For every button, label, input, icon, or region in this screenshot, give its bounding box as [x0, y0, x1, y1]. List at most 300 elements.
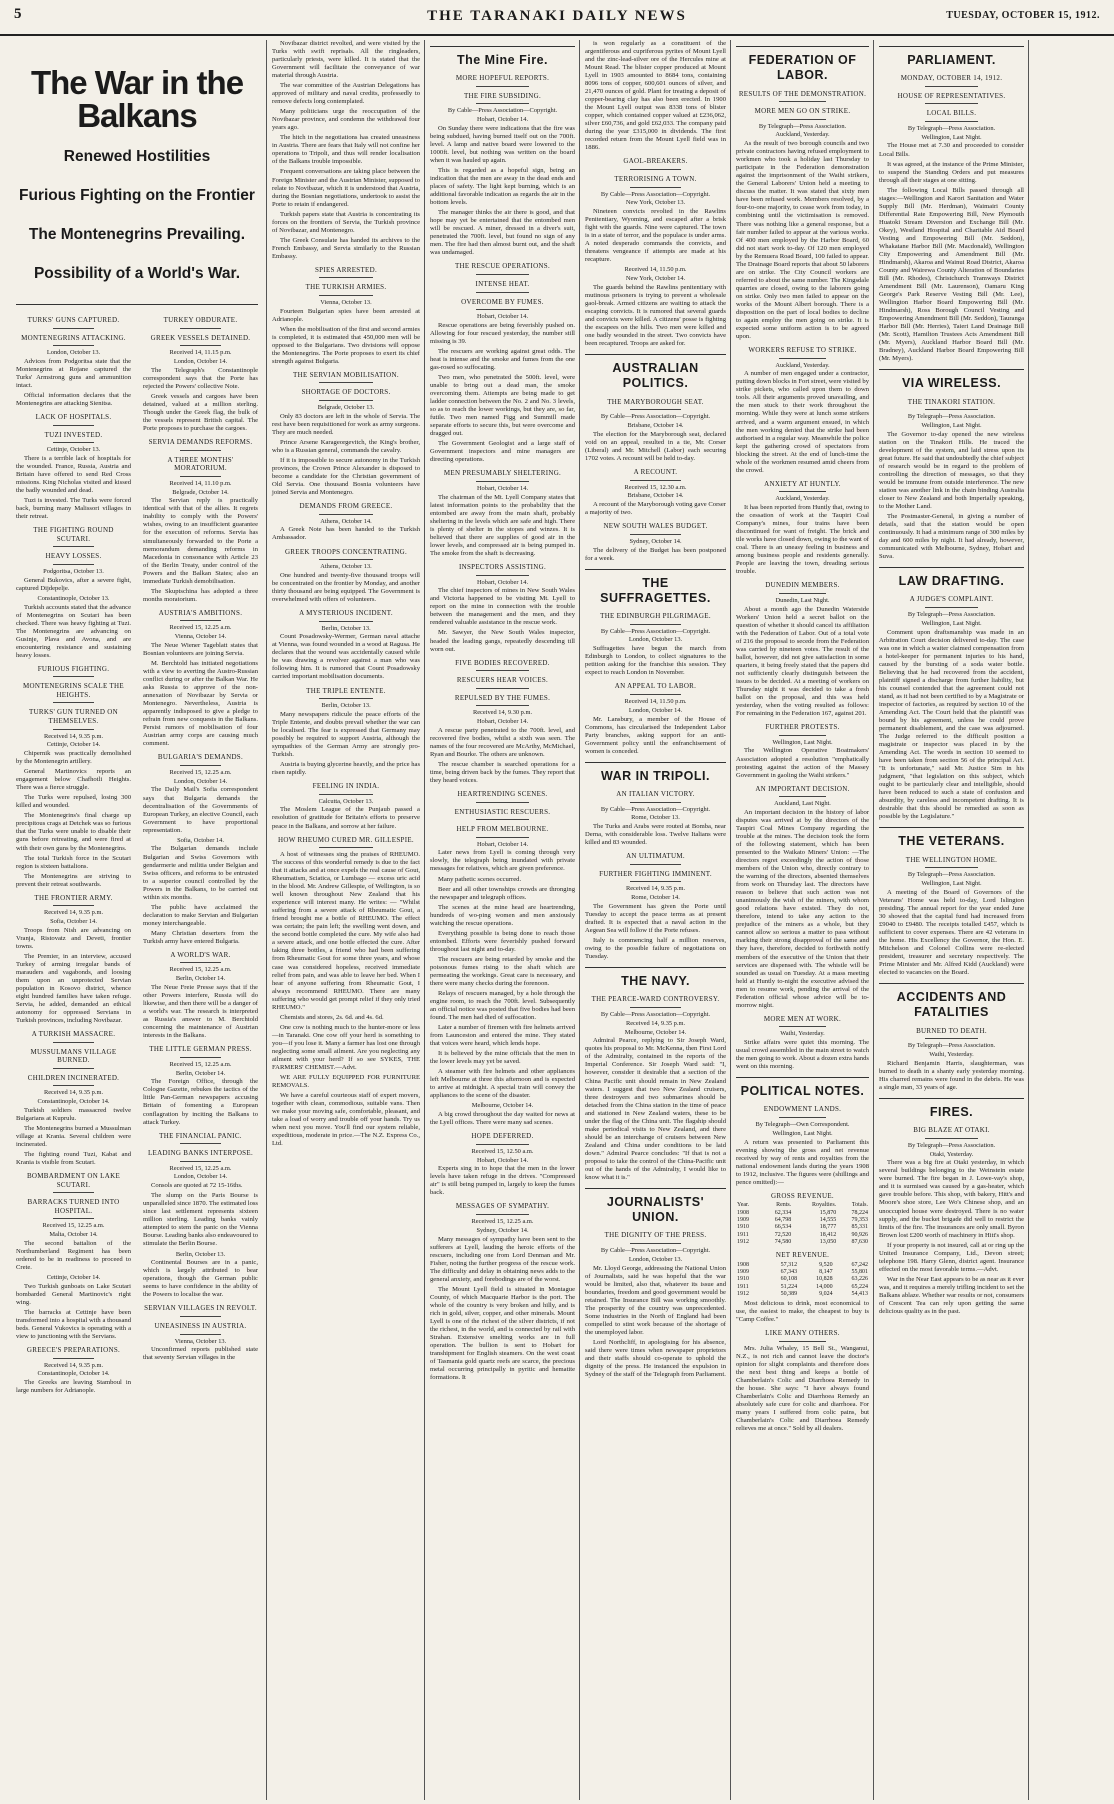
short-rule	[630, 409, 681, 410]
dateline: Cettinje, October 14.	[46, 1274, 101, 1282]
table-cell: 65,224	[851, 1283, 868, 1290]
section-headline: POLITICAL NOTES.	[740, 1084, 865, 1099]
paragraph: This is regarded as a hopeful sign, being an indication that the men are away in the dead ends and places of safety. The light kept burning, which is an additional favorable indication as regards the air in the bottom levels.	[430, 167, 575, 207]
short-rule	[630, 881, 681, 882]
table-cell: 15,870	[819, 1209, 837, 1216]
subheading: LOCAL BILLS.	[926, 109, 977, 118]
table-cell: 18,412	[819, 1231, 837, 1238]
short-rule	[476, 103, 528, 104]
subheading: MORE MEN AT WORK.	[763, 1014, 842, 1023]
short-rule	[779, 796, 827, 797]
dateline: Hobart, October 14.	[476, 1156, 529, 1164]
paragraph: The chief inspectors of mines in New South Wales and Victoria happened to be visiting Mt. Lyell to report on the mine in connection with the trouble between the management and the men, and they rendered valuable assistance in the rescue work.	[430, 587, 575, 627]
short-rule	[476, 670, 528, 671]
dateline: Vienna, October 13.	[320, 298, 372, 306]
table-cell: 1911	[737, 1231, 749, 1238]
dateline: Received 15, 12.50 a.m.	[471, 1147, 534, 1155]
subheading: THE FIGHTING ROUND SCUTARI.	[33, 526, 114, 543]
dateline: Constantinople, October 13.	[37, 594, 110, 602]
short-rule	[476, 481, 528, 482]
paragraph: The Governor to-day opened the new wireless station on the Tinakori Hills. He traced the development of the system, and laid stress upon its great future. He said that undoubtedly the chief subject of research would be in regard to the problem of controlling the direction of messages, so that they would be immune from outside interference. The new station was another link in the chain binding Australia closer to New Zealand and both Imperially speaking, to the Mother Land.	[879, 430, 1024, 510]
short-rule	[925, 1138, 977, 1139]
subheading: FURTHER FIGHTING IMMINENT.	[599, 869, 712, 878]
paragraph: The Foreign Office, through the Cologne Gazette, rebukes the tactics of the little Pan-German newspapers accusing Britain of fomenting a European conflagration by inciting the Balkans to attack Turkey.	[143, 1078, 258, 1126]
subheading: TURKEY OBDURATE.	[163, 316, 238, 325]
subheading: HOW RHEUMO CURED MR. GILLESPIE.	[278, 835, 414, 844]
table-row	[736, 1291, 869, 1298]
page-number: 5	[14, 6, 22, 22]
paragraph: Admiral Pearce, replying to Sir Joseph Ward, quotes his proposal to Mr. McKenna, then First Lord of the Admiralty, contained in the reports of the Imperial Conference. Sir Joseph Ward said: "I, however, consider it desirable that a section of the China Pacific unit should remain in New Zealand waters. I suggest that two New Zealand cruisers, three destroyers and two submarines should be detached from the China station in the time of peace and stationed in New Zealand waters, these to be under the flag of the China unit. The flagship should make periodical visits to New Zealand, and there should be an interchange of cruisers between New Zealand and China under conditions to be laid down." Admiral Pearce concludes: "If that is not a proposal to take the control of the China-Pacific unit out of the hands of the Admiralty, I would like to know what it is."	[585, 1037, 726, 1181]
paragraph: General Bukovics, after a severe fight, captured Dijdepelje.	[16, 576, 131, 592]
short-rule	[319, 847, 372, 848]
subheading: INSPECTORS ASSISTING.	[458, 562, 547, 571]
paragraph: Italy is commencing half a million reserves, owing to the possible failure of negotiations on Tuesday.	[585, 937, 726, 961]
paragraph: General Martinovics reports an engagement below Chafhotli Heights. There was a fierce struggle.	[16, 768, 131, 792]
dateline: London, October 14.	[173, 777, 228, 785]
short-rule	[53, 546, 94, 547]
dateline: Rome, October 13.	[631, 814, 680, 822]
table-cell: 60,108	[780, 1276, 798, 1283]
table-cell: 67,242	[851, 1261, 868, 1268]
short-rule	[180, 765, 221, 766]
paragraph: The election for the Maryborough seat, declared void on an appeal, resulted in a tie, Mr. Corser (Liberal) and Mr. Mitchell (Labor) each securing 1702 votes. A recount will be held to-day.	[585, 430, 726, 462]
paragraph: Two Turkish gunboats on Lake Scutari bombarded General Martinovic's right wing.	[16, 1282, 131, 1306]
paragraph: Prince Arsene Karageorgevitch, the King's brother, who is a Russian general, commands the cavalry.	[272, 438, 420, 454]
column-header: Royalties.	[812, 1202, 837, 1209]
section-rule	[879, 369, 1024, 370]
dateline: By Telegraph—Press Association.	[907, 413, 996, 421]
paragraph: There is a terrible lack of hospitals for the wounded. France, Russia, Austria and Britain have offered to send Red Cross missions. King Nicholas visited and kissed the badly wounded and dead.	[16, 455, 131, 495]
paragraph: The scenes at the mine head are heartrending, hundreds of wo-ping women and men anxiously watching the rescue operations.	[430, 903, 575, 927]
paragraph: The Mount Lyell field is situated in Montague County, of which Macquarie Harbor is the port. The whole of the country is very broken and hilly, and is rich in gold, silver, copper, and other minerals. Mount Lyell is one of the richest of the silver districts, if not the richest, in the world, and is connected by rail with Strahan. Extensive smelting works are in full operation. The bullion is sent to Hobart for transhipment for English steamers. On the west coast of Tasmania gold quartz reefs are scarce, the precious metal occurring principally in pyritic and hematite formations. It	[430, 1285, 575, 1382]
dateline: Belgrade, October 14.	[172, 488, 229, 496]
table-cell: 14,555	[819, 1216, 837, 1223]
table-cell: 1910	[737, 1224, 749, 1231]
column-mine-fire	[424, 40, 580, 1800]
short-rule	[779, 1341, 827, 1342]
dateline: By Cable—Press Association—Copyright.	[600, 1246, 711, 1254]
dateline: Waihi, Yesterday.	[780, 1030, 825, 1038]
paragraph: The delivery of the Budget has been postponed for a week.	[585, 546, 726, 562]
dateline: Received 14, 9.35 p.m.	[43, 1089, 104, 1097]
paragraph: The second battalion of the Northumberland Regiment has been ordered to be in readiness to proceed to Crete.	[16, 1239, 131, 1271]
paragraph: A number of men engaged under a contractor, putting down blocks in Fort street, were visited by strike pickets, who called upon them to down tools. All their arguments proved unavailing, and the men stuck to their work throughout the morning. While they were at lunch some strikers arrived, and a warm argument ensued, in which the men working denied that the strike had been authorised in a regular way. Meanwhile the police kept the gathering crowd of spectators from blocking the street. At the end of lunch-time the whole of the workmen resumed amid cheers from the crowd.	[736, 370, 869, 474]
paragraph: Greek vessels and cargoes have been detained, valued at a million sterling. Though under the Greek flag, the bulk of the vessels represent British capital. The Porte proposes to purchase the cargoes.	[143, 392, 258, 433]
table-cell: 1910	[737, 1276, 749, 1283]
section-headline: WAR IN TRIPOLI.	[601, 768, 710, 783]
section-headline: AUSTRALIAN POLITICS.	[612, 361, 699, 391]
paragraph: The total Turkish force in the Scutari region is sixteen battalions.	[16, 854, 131, 870]
paragraph: The Skuptschina has adopted a three months moratorium.	[143, 587, 258, 603]
paragraph: On Sunday there were indications that the fire was being subdued, having burned itself out on the 700ft. level. A lamp and native board were lowered to the 1000ft. level, but nothing was written on the board when it was hauled up again.	[430, 124, 575, 165]
paragraph: Experts sing in to hope that the men in the lower levels have taken refuge in the drives. "Compressed air" is still being pumped in, largely to keep the fumes back.	[430, 1165, 575, 1197]
dateline: Cettinje, October 13.	[46, 446, 101, 454]
revenue-table	[736, 1192, 869, 1299]
dateline: Hobart, October 14.	[476, 313, 529, 321]
short-rule	[925, 409, 977, 410]
subheading: BULGARIA'S DEMANDS.	[157, 753, 244, 762]
dateline: Wellington, Last Night.	[921, 879, 982, 887]
dateline: Calcutta, October 13.	[318, 797, 374, 805]
subheading: LACK OF HOSPITALS.	[35, 413, 112, 422]
dateline: London, October 14.	[173, 1173, 228, 1181]
short-rule	[779, 101, 827, 102]
net-revenue-table	[736, 1262, 869, 1299]
dateline: New York, October 13.	[625, 199, 686, 207]
subheading: BURNED TO DEATH.	[916, 1026, 987, 1035]
subheading: BOMBARDMENT ON LAKE SCUTARI.	[26, 1172, 121, 1189]
short-rule	[53, 1218, 94, 1219]
dateline: Wellington, Last Night.	[921, 619, 982, 627]
paragraph: Beer and all other townships crowds are thronging the newspaper and telegraph offices.	[430, 885, 575, 901]
section-rule	[585, 762, 726, 763]
subheading: FURTHER PROTESTS.	[765, 723, 840, 732]
dateline: Received 15, 12.25 a.m.	[169, 624, 232, 632]
paragraph: The Greeks are leaving Stamboul in large numbers for Adrianople.	[16, 1379, 131, 1395]
short-rule	[53, 702, 94, 703]
subheadline: Renewed Hostilities	[63, 148, 211, 165]
short-rule	[180, 1334, 221, 1335]
dateline: By Cable—Press Association—Copyright.	[600, 805, 711, 813]
dateline: Wellington, Last Night.	[921, 421, 982, 429]
dateline: Melbourne, October 14.	[624, 1028, 687, 1036]
paragraph: The Moslem League of the Punjaub passed a resolution of gratitude for Britain's efforts to preserve peace in the Balkans, and sorrow at her failure.	[272, 806, 420, 830]
dateline: By Cable—Press Association—Copyright.	[600, 627, 711, 635]
dateline: Wellington, Last Night.	[921, 133, 982, 141]
short-rule	[53, 1068, 94, 1069]
subheading: AN ITALIAN VICTORY.	[616, 789, 695, 798]
column-header: Year.	[737, 1202, 750, 1209]
subheadline: Possibility of a World's War.	[33, 265, 241, 283]
subheading: GREECE'S PREPARATIONS.	[26, 1346, 121, 1355]
subheading: THE TINAKORI STATION.	[907, 397, 996, 406]
dateline: Brisbane, October 14.	[627, 492, 684, 500]
dateline: By Cable—Press Association—Copyright.	[600, 1010, 711, 1018]
table-cell: 1909	[737, 1269, 749, 1276]
subheading: TUZI INVESTED.	[44, 430, 103, 439]
short-rule	[180, 328, 221, 329]
paragraph: One hundred and twenty-five thousand troops will be concentrated on the frontier by Monday, and another thirty thousand are being equipped. The Government is overwhelmed with offers of volunteers.	[272, 571, 420, 603]
table-heading: GROSS REVENUE.	[771, 1191, 834, 1200]
subheading: HEARTRENDING SCENES.	[457, 790, 548, 798]
paragraph: If your property is not insured, call at or ring up the United Insurance Company, Ltd., Devon street; telephone 198. Harry Glenn, district agent. Insurance effected on the most favorable terms.—Advt.	[879, 1241, 1024, 1273]
paragraph: The House met at 7.30 and proceeded to consider Local Bills.	[879, 142, 1024, 158]
table-cell: 67,343	[780, 1269, 798, 1276]
subheading: HOPE DEFERRED.	[471, 1132, 534, 1141]
short-rule	[779, 119, 827, 120]
dateline: Received 15, 12.25 a.m.	[169, 1164, 232, 1172]
dateline: Received 14, 9.35 p.m.	[43, 909, 104, 917]
table-cell: 57,312	[780, 1261, 798, 1268]
dateline: By Cable—Press Association—Copyright.	[600, 190, 711, 198]
dateline: Podgoritsa, October 13.	[43, 567, 104, 575]
subheading: GAOL-BREAKERS.	[623, 157, 688, 166]
subheading: MEN PRESUMABLY SHELTERING.	[443, 469, 562, 478]
paragraph: About a month ago the Dunedin Waterside Workers' Union held a secret ballot on the question of whether it should cancel its affiliation with the Federation of Labor. Out of a total vote of 216 the proposal to secede from the Federation was carried by nineteen votes. The result of the ballot, however, did not give satisfaction in some quarters, it being freely stated that the papers did not sufficiently clearly distinguish between the issues to be decided. At a meeting of workers on Thursday night it was decided to take a fresh ballot on the proposal, and this was held yesterday, when the voting resulted as follows: For remaining in the Federation 167, against 201.	[736, 605, 869, 718]
table-cell: 8,147	[819, 1269, 833, 1276]
short-rule	[779, 358, 827, 359]
dateline: Berlin, October 13.	[175, 1250, 226, 1258]
subheading: THE LITTLE GERMAN PRESS.	[149, 1045, 252, 1054]
paragraph: Continental Bourses are in a panic, which is largely attributed to bear operations, though the German public seems to have confidence in the ability of the Powers to localise the war.	[143, 1259, 258, 1299]
dateline: Athens, October 13.	[320, 563, 372, 571]
short-rule	[779, 1117, 827, 1118]
subheading: FEELING IN INDIA.	[312, 782, 380, 791]
paragraph: The Postmaster-General, in giving a number of details, said that the station would be open continuously. It had a minimum range of 300 miles by day and 600 miles by night. It had already, however, communicated with Melbourne, Sydney, Hobart and Suva.	[879, 513, 1024, 561]
table-cell: 1908	[737, 1209, 749, 1216]
table-cell: 1909	[737, 1216, 749, 1223]
subheading: WORKERS REFUSE TO STRIKE.	[748, 345, 857, 354]
paragraph: The Turks were repulsed, losing 300 killed and wounded.	[16, 794, 131, 810]
dateline: By Telegraph—Press Association.	[907, 611, 996, 618]
section-rule	[879, 46, 1024, 47]
table-cell: 13,050	[819, 1238, 837, 1245]
paragraph: The Montenegrins's final charge up precipitous crags at Detchek was so furious that the Turks were unable to disable their guns before retreating, and were fired at with their own guns by the Montenegrins.	[16, 812, 131, 852]
subheading: THE WELLINGTON HOME.	[905, 855, 998, 864]
dateline: Berlin, October 13.	[321, 702, 371, 710]
paragraph: The rescuers are working against great odds. The heat is intense and the smoke and fumes from the one gas-rosed so suffocating.	[430, 347, 575, 371]
subheadline: Furious Fighting on the Frontier	[19, 187, 255, 205]
dateline: By Telegraph—Press Association.	[907, 124, 996, 132]
table-row	[736, 1232, 869, 1239]
gross-revenue-table	[736, 1202, 869, 1246]
short-rule	[779, 593, 827, 594]
short-rule	[630, 864, 681, 865]
table-cell: 51,224	[780, 1283, 798, 1290]
dateline: By Telegraph—Own Correspondent.	[755, 1120, 850, 1128]
subheading: DUNEDIN MEMBERS.	[765, 581, 840, 590]
short-rule	[180, 1161, 221, 1162]
subheading: THE EDINBURGH PILGRIMAGE.	[600, 612, 711, 621]
subheading: GREEK VESSELS DETAINED.	[150, 333, 251, 342]
short-rule	[319, 277, 372, 278]
paragraph: The Montenegrins burned a Mussulman village at Krania. Several children were incinerated.	[16, 1125, 131, 1149]
column-content	[874, 46, 1029, 1316]
column-content	[425, 46, 580, 1382]
subheading: A RECOUNT.	[633, 468, 678, 476]
short-rule	[53, 328, 94, 329]
paragraph: As the result of two borough councils and two private contractors having refused employment to workmen who took a holiday last Thursday to participate in the Federation demonstration against the imprisonment of the Waihi strikers, the General Laborers' Union held a meeting to discuss the matter. It was stated that sixty men have been refused work. Members resolved, by a four-to-one majority, to cease work from today, in combining until the victimisation is removed. There was nothing like a general response, but a fair number failed to appear at the various works. Of 400 men employed by the Harbor Board, 60 did not start work to-day. Of 120 men employed by the Remuera Road Board, 100 failed to appear. The Drainage Board reports that about 50 laborers are on strike. The City Council workers are referred to about the same number. The Kingsdale quarries are closed, owing to the laborers going on strike. Only two men failed to appear on the works of the Mount Albert borough. There is a disposition on the part of local bodies to decline to again employ the men going on strike. It is expected some uniform action is to be agreed upon.	[736, 140, 869, 340]
dateline: Auckland, Yesterday.	[775, 131, 830, 139]
column-parliament	[873, 40, 1029, 1800]
short-rule	[319, 794, 372, 795]
paragraph: A big crowd throughout the day waited for news at the Lyell offices. There were many sad scenes.	[430, 1111, 575, 1127]
subcolumn-right	[143, 311, 258, 1397]
subheading: THE MARYBOROUGH SEAT.	[607, 397, 704, 406]
section-headline: THE NAVY.	[621, 974, 690, 989]
dateline: Waihi, Yesterday.	[929, 1050, 974, 1058]
subheading: AN ULTIMATUM.	[626, 852, 685, 861]
paragraph: Mr. Lloyd George, addressing the National Union of Journalists, said he was hopeful that the war would be limited, also that, whatever its issue and boundaries, freedom and good government would be retained. The Insurance Bill was working smoothly. The prosperity of the country was unprecedented. Some industries in the North of England had been compelled to stint work because of the shortage of the unemployed labor.	[585, 1264, 726, 1336]
dateline: Constantinople, October 14.	[37, 1370, 110, 1378]
dateline: Auckland, Last Night.	[774, 800, 831, 808]
paragraph: It was agreed, at the instance of the Prime Minister, to suspend the Standing Orders and put measures through all their stages at one sitting.	[879, 160, 1024, 184]
paragraph: The manager thinks the air there is good, and that hope may yet be entertained that the entombed men will be rescued. A miner, dressed in a diver's suit, penetrated the 700ft. level, but found no sign of any men. The fire had then almost burnt out, and the shaft was undamaged.	[430, 209, 575, 257]
column-cable-news	[579, 40, 731, 1800]
short-rule	[925, 1038, 977, 1039]
table-row	[736, 1239, 869, 1246]
paragraph: It is believed by the mine officials that the men in the lower levels may yet be saved.	[430, 1050, 575, 1066]
subheading: RESCUERS HEAR VOICES.	[456, 676, 549, 685]
paragraph: A recount of the Maryborough voting gave Corser a majority of two.	[585, 501, 726, 517]
paragraph: The Telegraph's Constantinople correspondent says that the Porte has rejected the Powers' collective Note.	[143, 366, 258, 390]
subheading: LIKE MANY OTHERS.	[765, 1329, 840, 1338]
short-rule	[53, 1085, 94, 1086]
paragraph: Chipernik was practically demolished by the Montenegrin artillery.	[16, 750, 131, 766]
section-rule	[585, 967, 726, 968]
table-row	[736, 1217, 869, 1224]
short-rule	[630, 802, 681, 803]
short-rule	[925, 121, 977, 122]
paragraph: An important decision in the history of labor disputes was arrived at by the directors of the Taupiri Coal Mines Company regarding the trouble at the mines. The decision took the form of the following statement, which has been presented to the Waikato Miners' Union: —The directors regret exceedingly the action of those members of the Union who, directly contrary to the warning of the directors, absented themselves from work on Thursday last. The directors have reason to believe that such action was not unanimously the wish of the miners, with whom good relations have existed. They do not, therefore, intend to take any action to the prejudice of the miners as a whole, but they cannot allow so serious a matter to pass without marking their strong disapproval of the same and they have, therefore, decided to forthwith notify members of the executive of the Union that their services are dispensed with. The whistle will be sounded as usual on Tuesday. At a mass meeting held at Huntly to-night the executive advised the men to resume work, pending the arrival of the Federation official whose advice will be to-morrow night.	[736, 808, 869, 1009]
subheading: BIG BLAZE AT OTAKI.	[913, 1126, 990, 1135]
table-cell: 66,534	[774, 1224, 792, 1231]
table-cell: 78,224	[851, 1209, 868, 1216]
subheading: FURIOUS FIGHTING.	[37, 664, 110, 673]
dateline: Received 14, 9.35 p.m.	[43, 1361, 104, 1369]
subheading: HEAVY LOSSES.	[45, 552, 102, 561]
divider	[16, 304, 258, 305]
column-header: Rents.	[776, 1202, 792, 1209]
paragraph: The Neue Wiener Tageblatt states that Bosnian volunteers are joining Servia.	[143, 641, 258, 657]
dateline: Dunedin, Last Night.	[775, 596, 830, 604]
short-rule	[630, 534, 681, 535]
short-rule	[180, 1143, 221, 1144]
dateline: London, October 13.	[628, 636, 683, 644]
section-headline: VIA WIRELESS.	[901, 376, 1002, 391]
short-rule	[180, 450, 221, 451]
short-rule	[180, 1316, 221, 1317]
paragraph: Many messages of sympathy have been sent to the sufferers at Lyell, lauding the heroic efforts of the rescuers, including one from Lord Denman and Mr. Fisher, noting the further progress of the rescue work. The difficulty and delay in obtaining news adds to the general anxiety, and forebodings are of the worst.	[430, 1235, 575, 1283]
short-rule	[476, 837, 528, 838]
table-cell: 9,024	[819, 1290, 833, 1297]
section-headline: JOURNALISTS' UNION.	[606, 1194, 705, 1225]
short-rule	[476, 309, 528, 310]
dateline: Berlin, October 13.	[321, 624, 371, 632]
paragraph: Mr. Lansbury, a member of the House of Commons, has circularised the Independent Labor Party branches, asking support for an anti-Government policy until the enfranchisement of women is conceded.	[585, 715, 726, 755]
section-rule	[736, 1077, 869, 1078]
short-rule	[319, 559, 372, 560]
section-rule	[585, 354, 726, 355]
dateline: By Cable—Press Association—Copyright.	[447, 107, 558, 115]
subheading: TURKS' GUNS CAPTURED.	[27, 316, 120, 325]
short-rule	[180, 620, 221, 621]
table-cell: 10,828	[816, 1276, 833, 1283]
paragraph: Tuzi is invested. The Turks were forced back, burning many Malissori villages in their retreat.	[16, 497, 131, 521]
subheading: MUSSULMANS VILLAGE BURNED.	[30, 1047, 117, 1065]
paragraph: Advices from Podgoritsa state that the Montenegrins at Rojane captured the Turks' Armstrong guns and ammunition intact.	[16, 358, 131, 390]
subheading: OVERCOME BY FUMES.	[461, 297, 544, 306]
short-rule	[630, 480, 681, 481]
paragraph: The chairman of the Mt. Lyell Company states that latest information points to the probability that the entombed are away from the main shaft, probably sheltering in the levels which are safe and high. There is plenty of shelter in the stopes and winzes. It is believed that there are supplies of good air in the lower levels, and compressed air is being pumped in. The smoke from the shaft is decreasing.	[430, 493, 575, 557]
dateline: Hobart, October 14.	[476, 840, 529, 848]
paragraph: The Servian reply is practically identical with that of the allies. It regrets inability to comply with the Powers' wishes, owing to an insufficient guarantee for the execution of reforms. Servia has simultaneously forwarded to the Porte a memorandum demanding reforms in Macedonia in consonance with Article 23 of the Berlin Treaty, under control of the Powers and the Balkan States; also an immediate Turkish demobilisation.	[143, 497, 258, 585]
table-cell: 1912	[737, 1238, 749, 1245]
short-rule	[925, 867, 977, 868]
dateline: Wellington, Last Night.	[772, 738, 833, 746]
dateline: Athens, October 14.	[320, 517, 372, 525]
subheading: A WORLD'S WAR.	[170, 950, 231, 959]
dateline: New York, October 14.	[625, 275, 686, 283]
subheading: BARRACKS TURNED INTO HOSPITAL.	[27, 1198, 120, 1215]
column-edge-cropped	[1028, 40, 1114, 1800]
short-rule	[180, 345, 221, 346]
short-rule	[925, 103, 977, 104]
paragraph: Two men, who penetrated the 500ft. level, were unable to bring out a dead man, the smoke overcoming them. Attempts are being made to get ladder connection between the No. 2 and No. 3 levels, so as to reach the lower workings, but they are, so far, futile. Two men named Figg and Summill made separate efforts to secure this, but were overcome and dragged out.	[430, 374, 575, 438]
table-row	[736, 1224, 869, 1231]
paragraph: The Bulgarian demands include Bulgarian and Swiss Governors with gendarmerie and militia under Belgian and Swiss officers, and reforms to be entrusted to a superior council controlled by the Powers in the Balkans, to be carried out within six months.	[143, 845, 258, 901]
dateline: Sydney, October 14.	[629, 537, 682, 545]
subheading: AUSTRIA'S AMBITIONS.	[158, 608, 243, 617]
subheading: SPIES ARRESTED.	[314, 265, 378, 274]
short-rule	[476, 688, 528, 689]
short-rule	[53, 729, 94, 730]
paragraph: Consols are quoted at 72 15-16ths.	[151, 1182, 243, 1190]
section-headline: FIRES.	[929, 1104, 974, 1119]
subcolumn-left	[16, 311, 131, 1397]
paragraph: The barracks at Cettinje have been transformed into a hospital with a thousand beds. General Vukovics is operating with a view to junctioning with the Servians.	[16, 1308, 131, 1341]
short-rule	[476, 274, 528, 275]
subheading: ANXIETY AT HUNTLY.	[764, 479, 841, 488]
column-content	[731, 46, 874, 1433]
section-rule	[430, 46, 575, 47]
table-cell: 14,000	[816, 1283, 833, 1290]
paragraph: We have a careful courteous staff of expert movers, together with clean, commodious, suitable vans. Then we make your moving safe, comfortable, pleasant, and take a load of worry and trouble off your hands. Try us when next you move. You'll find our system reliable, expeditious, moderate in price.—The N.Z. Express Co., Ltd.	[272, 1091, 420, 1148]
short-rule	[180, 476, 221, 477]
subheading: AN IMPORTANT DECISION.	[755, 784, 850, 793]
dateline: London, October 14.	[628, 706, 683, 714]
short-rule	[925, 607, 977, 608]
paragraph: The Turks and Arabs were routed at Bomba, near Derna, with considerable loss. Twelve Italians were killed and 83 wounded.	[585, 823, 726, 847]
section-headline: THE VETERANS.	[898, 834, 1005, 849]
subheadline: The Montenegrins Prevailing.	[28, 226, 246, 244]
table-heading: NET REVENUE.	[775, 1251, 830, 1260]
paragraph: Richard Benjamin Harris, slaughterman, was burned to death in a shanty early yesterday morning. His charred remains were found in the debris. He was a single man, 33 years of age.	[879, 1059, 1024, 1091]
section-rule	[879, 1098, 1024, 1099]
short-rule	[476, 86, 528, 87]
dateline: Hobart, October 14.	[476, 717, 529, 725]
paragraph: The Government Geologist and a large staff of Government inspectors and mine managers are directing operations.	[430, 440, 575, 464]
paragraph: The Neue Freie Presse says that if the other Powers interfere, Russia will do likewise, and then there will be a danger of a world's war. The research is interpreted as Russia's answer to M. Berchtold concerning the maintenance of Austrian interests in the Balkans.	[143, 984, 258, 1040]
subheading: MONTENEGRINS ATTACKING.	[21, 333, 126, 342]
section-rule	[585, 569, 726, 570]
paragraph: Many newspapers ridicule the peace efforts of the Triple Entente, and doubts prevail whether the war can be localised. The fear is expressed that Germany may possibly be required to support Austria, although the sympathies of the German Army are strongly pro-Turkish.	[272, 710, 420, 758]
short-rule	[53, 425, 94, 426]
short-rule	[180, 962, 221, 963]
paragraph: A steamer with fire helmets and other appliances left Melbourne at three this afternoon and is expected to arrive at midnight. A special train will convey the appliances to the scene of the disaster.	[430, 1068, 575, 1100]
paragraph: Many pathetic scenes occurred.	[438, 875, 522, 883]
dateline: By Telegraph—Press Association.	[907, 871, 996, 879]
column-content	[580, 40, 731, 1379]
paragraph: When the mobilisation of the first and second armies is completed, it is estimated that 450,000 men will be opposed to the Bulgarians. Two divisions will oppose the Montenegrins. The Porte proposes to exert its chief strength against Bulgaria.	[272, 325, 420, 365]
paragraph: Many Christian deserters from the Turkish army have entered Bulgaria.	[143, 929, 258, 945]
short-rule	[53, 1192, 94, 1193]
subheading: RESULTS OF THE DEMONSTRATION.	[738, 89, 867, 98]
paragraph: The guards behind the Rawlins penitentiary with mutinous prisoners is trying to prevent a wholesale gaol-break. Armed citizens are waiting to attack the escaping convicts. It is rumored that several guards and convicts were killed. A citizens' posse is fighting the escapees on the hills. Two men were killed and one badly wounded in the street. Two convicts have been recaptured. Troops are asked for.	[585, 283, 726, 348]
table-row	[736, 1262, 869, 1269]
table-cell: 72,520	[774, 1231, 792, 1238]
dateline: London, October 13.	[628, 1255, 683, 1263]
paragraph: Most delicious to drink, most economical to use, the easiest to make, the cheapest to buy is "Camp Coffee."	[736, 1300, 869, 1324]
dateline: Berlin, October 14.	[175, 1069, 226, 1077]
dateline: Received 15, 12.30 a.m.	[624, 483, 687, 491]
short-rule	[476, 819, 528, 820]
subheading: THE RESCUE OPERATIONS.	[454, 262, 551, 271]
dateline: Wellington, Last Night.	[772, 1129, 833, 1137]
paragraph: M. Berchtold has initiated negotiations with a view to averting the Austro-Russian conflict during or after the Balkan War. He asks Russia to approve of the non-annexation of Novibazar by Servia or Montenegro. Nevertheless, Austria is apparently indisposed to give a pledge to refrain from new conquests in the Balkans. Persist rumors of mobilisation of four Austrian army corps are causing much comment.	[143, 659, 258, 748]
paragraph: Strike affairs were quiet this morning. The usual crowd assembled in the main street to watch the men going to work. About a dozen extra hands went on this morning.	[736, 1039, 869, 1071]
dateline: Rome, October 14.	[631, 894, 680, 902]
